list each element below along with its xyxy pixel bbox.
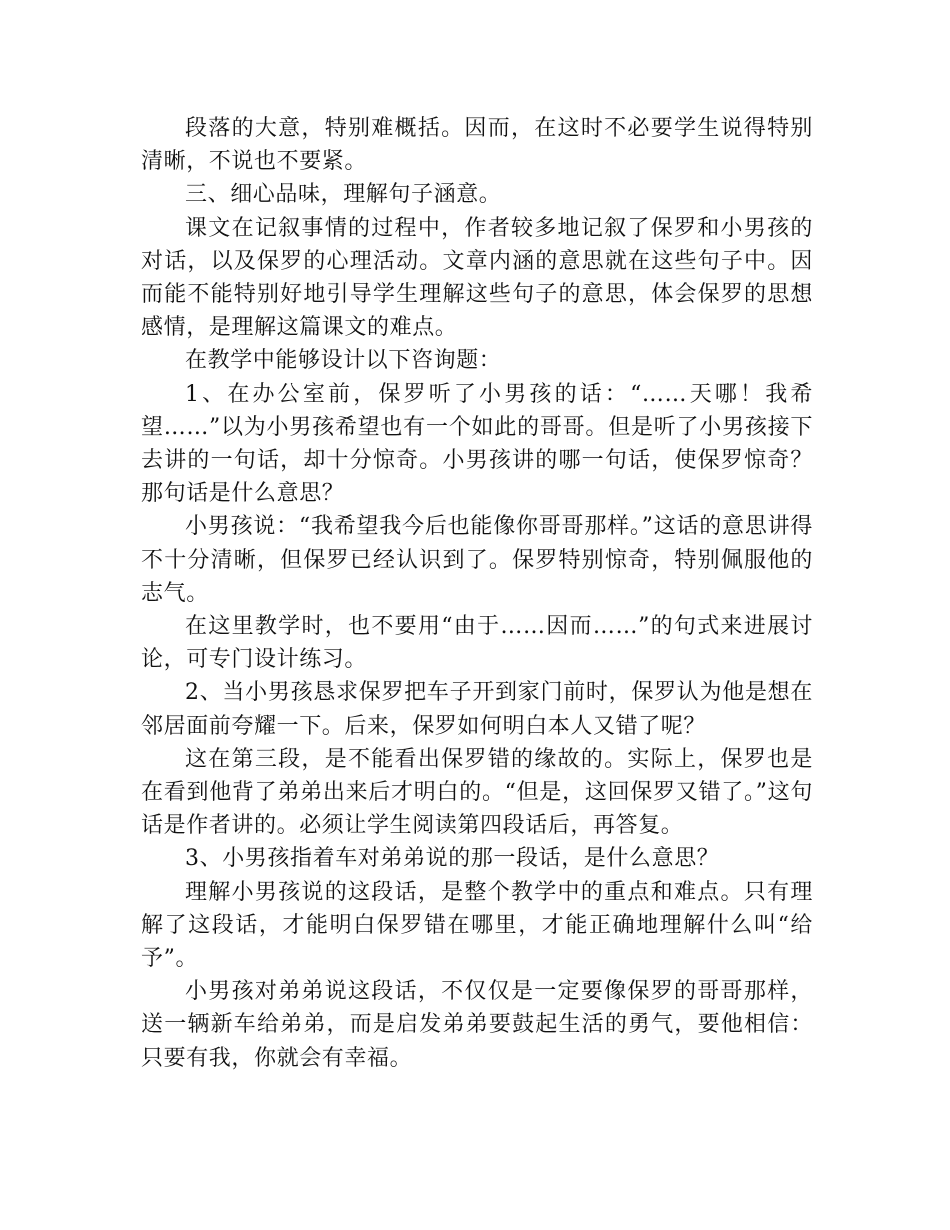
paragraph-4: 在教学中能够设计以下咨询题： (185, 348, 502, 374)
paragraph-1: 段落的大意，特别难概括。因而，在这时不必要学生说得特别清晰，不说也不要紧。 (141, 116, 813, 175)
paragraph-8-question-2: 2、当小男孩恳求保罗把车子开到家门前时，保罗认为他是想在邻居面前夸耀一下。后来，保罗如何明白本人又错了呢？ (141, 680, 813, 739)
document-page (141, 112, 813, 1075)
paragraph-2-section-heading: 三、细心品味，理解句子涵意。 (185, 182, 502, 208)
paragraph-9: 这在第三段，是不能看出保罗错的缘故的。实际上，保罗也是在看到他背了弟弟出来后才明白的。“但是，这回保罗又错了。”这句话是作者讲的。必须让学生阅读第四段话后，再答复。 (141, 746, 813, 839)
paragraph-10-question-3: 3、小男孩指着车对弟弟说的那一段话，是什么意思？ (185, 846, 720, 872)
paragraph-12: 小男孩对弟弟说这段话，不仅仅是一定要像保罗的哥哥那样，送一辆新车给弟弟，而是启发弟弟要鼓起生活的勇气，要他相信：只要有我，你就会有幸福。 (141, 979, 813, 1071)
paragraph-5-question-1: 1、在办公室前，保罗听了小男孩的话：“……天哪！我希望……”以为小男孩希望也有一个如此的哥哥。但是听了小男孩接下去讲的一句话，却十分惊奇。小男孩讲的哪一句话，使保罗惊奇？那句话是什么意思？ (141, 381, 813, 507)
paragraph-7: 在这里教学时，也不要用“由于……因而……”的句式来进展讨论，可专门设计练习。 (141, 614, 813, 673)
paragraph-11: 理解小男孩说的这段话，是整个教学中的重点和难点。只有理解了这段话，才能明白保罗错在哪里，才能正确地理解什么叫“给予”。 (141, 879, 813, 972)
paragraph-6: 小男孩说：“我希望我今后也能像你哥哥那样。”这话的意思讲得不十分清晰，但保罗已经认识到了。保罗特别惊奇，特别佩服他的志气。 (141, 514, 813, 606)
paragraph-3: 课文在记叙事情的过程中，作者较多地记叙了保罗和小男孩的对话，以及保罗的心理活动。文章内涵的意思就在这些句子中。因而能不能特别好地引导学生理解这些句子的意思，体会保罗的思想感情，是理解这篇课文的难点。 (141, 215, 813, 341)
